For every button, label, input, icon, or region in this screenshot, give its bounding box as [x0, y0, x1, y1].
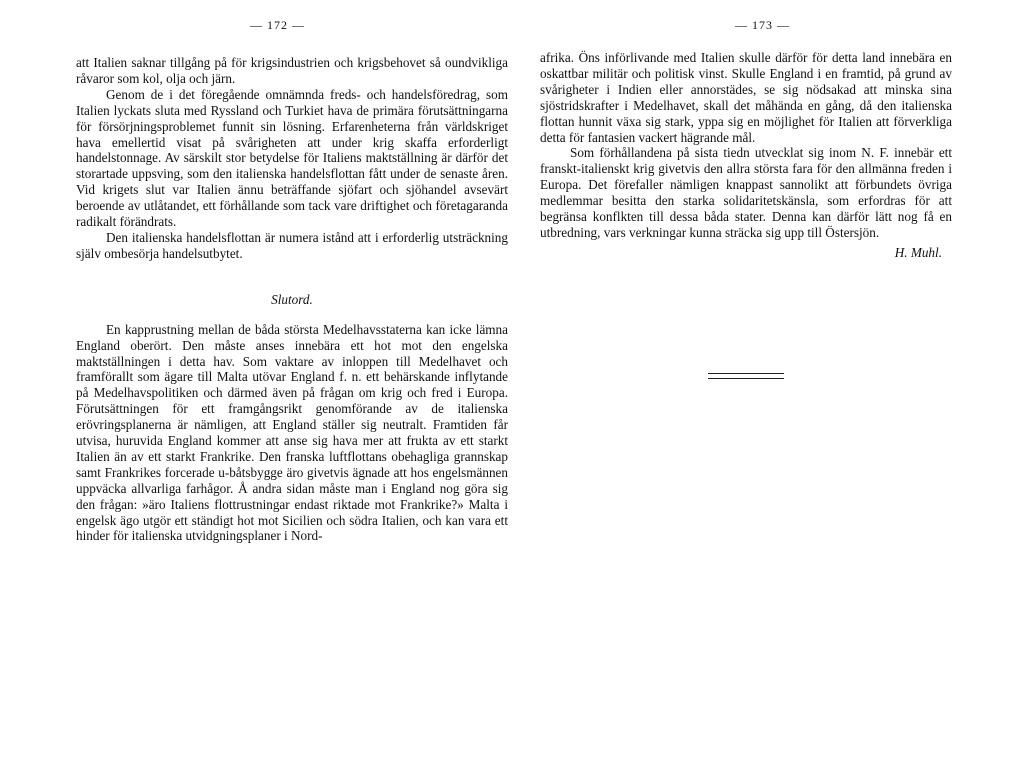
section-end-rule: [708, 378, 784, 379]
section-end-rule: [708, 373, 784, 374]
left-page-text: [76, 55, 508, 544]
paragraph: Den italienska handelsflottan är numera istånd att i erforderlig utsträckning själv ombesörja handelsutbytet.: [76, 229, 508, 261]
author-signature: H. Muhl.: [894, 244, 942, 260]
right-page-number: — 173 —: [735, 18, 790, 32]
left-page-number: — 172 —: [250, 18, 305, 32]
section-heading: Slutord.: [271, 291, 313, 307]
paragraph: Som förhållandena på sista tiedn utvecklat sig inom N. F. innebär ett franskt-italienskt krig givetvis den allra största fara för den allmänna freden i Europa. Det förefaller nämligen knappast sannolikt att förbundets övriga medlemmar besitta den starka solidaritetskänsla, som erfordras för att begränsa konflkten till dessa båda stater. Denna kan därför lätt nog få en utbredning, vars verkningar kunna sträcka sig upp till Östersjön.: [540, 145, 952, 240]
paragraph: Genom de i det föregående omnämnda freds- och handelsföredrag, som Italien lyckats sluta med Ryssland och Turkiet hava de primära förutsättningarna för försörjningsproblemet funnit sin lösning. Erfarenheterna från världskriget hava emellertid visat på svårigheten att under krig skaffa erforderligt handelstonnage. Av särskilt stor betydelse för Italiens maktställning är därför det storartade uppsving, som den italienska handelsflottan fått under de senaste åren. Vid krigets slut var Italien ännu beträffande sjöfart och sjöhandel avsevärt beroende av utlåtandet, ett förhållande som tack vare driftighet och företagaranda radikalt förändrats.: [76, 86, 508, 230]
paragraph: afrika. Öns införlivande med Italien skulle därför för detta land innebära en oskattbar militär och politisk vinst. Skulle England i en framtid, på grund av svårigheter i Indien eller annorstädes, se sig nödsakad att minska sina sjöstridskrafter i Medelhavet, skall det måhända en gång, då den italienska flottan hunnit växa sig stark, yppa sig en möjlighet för Italien att förverkliga detta för fantasien vackert hägrande mål.: [540, 50, 952, 145]
paragraph: att Italien saknar tillgång på för krigsindustrien och krigsbehovet så oundvikliga råvaror som kol, olja och järn.: [76, 55, 508, 86]
right-page-text: [540, 50, 952, 261]
paragraph: En kapprustning mellan de båda största Medelhavsstaterna kan icke lämna England oberört. Den måste anses innebära ett hot mot den engelska maktställningen i detta hav. Som vaktare av inloppen till Medelhavet och framförallt som ägare till Malta utövar England f. n. ett behärskande inflytande på Medelhavspolitiken och därmed även på frågan om krig och fred i Europa. Förutsättningen för ett framgångsrikt genomförande av de italienska erövringsplanerna är nämligen, att England ställer sig neutralt. Framtiden får utvisa, huruvida England kommer att anse sig hava mer att frukta av ett starkt Italien än av ett starkt Frankrike. Den franska luftflottans obehagliga grannskap samt Frankrikes forcerade u-båtsbygge äro givetvis ägnade att hos engelsmännen uppväcka allvarliga farhågor. Å andra sidan måste man i England nog göra sig den frågan: »äro Italiens flottrustningar endast riktade mot Frankrike?» Malta i engelsk ägo utgör ett ständigt hot mot Sicilien och södra Italien, och kan vara ett hinder för italienska utvidgningsplaner i Nord-: [76, 321, 508, 544]
